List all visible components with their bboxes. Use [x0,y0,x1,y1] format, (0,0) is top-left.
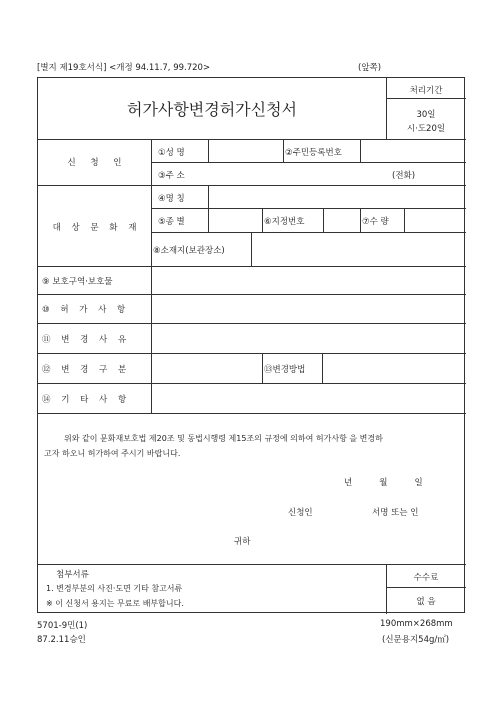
heritage-type-label: ⑤종 별 [158,217,185,227]
recipient-label: 귀하 [234,537,251,547]
applicant-signature-label: 신청인 [288,508,313,518]
signature-or-seal: 서명 또는 인 [372,508,419,518]
processing-period-days: 30일 [416,110,436,120]
protected-area-label: ⑨ 보호구역·보호물 [42,277,113,287]
change-reason-field[interactable] [152,324,465,352]
resident-number-field[interactable] [361,140,465,161]
paper-size: 190mm×268mm [380,619,453,629]
fee-label: 수수료 [413,573,439,583]
permit-item-label: ⑩ 허 가 사 항 [42,305,126,315]
name-field[interactable] [209,140,282,161]
other-items-field[interactable] [152,384,465,412]
processing-period-label: 처리기간 [409,86,443,96]
quantity-field[interactable] [405,209,465,231]
form-reference: [별지 제19호서식] <개정 94.11.7, 99.720> [37,63,211,73]
designation-number-field[interactable] [324,209,359,231]
phone-label: (전화) [392,171,416,181]
change-reason-label: ⑪ 변 경 사 유 [42,335,127,345]
location-field[interactable] [252,233,465,265]
designation-number-label: ⑥지정번호 [264,217,305,227]
fee-value: 없 음 [416,597,436,607]
attachments-title: 첨부서류 [56,570,89,580]
resident-number-label: ②주민등록번호 [285,148,342,158]
paper-type: (신문용지54g/㎡) [382,635,450,645]
address-field[interactable] [209,163,389,184]
heritage-type-field[interactable] [209,209,261,231]
attachment-item-1: 1. 변경부분의 사진·도면 기타 참고서류 [46,584,183,593]
location-label: ⑧소재지(보관장소) [153,246,225,256]
statement-line-1: 위와 같이 문화재보호법 제20조 및 동법시행령 제15조의 규정에 의하여 허가사항 을 변경하 [64,434,383,443]
change-method-label: ⑬변경방법 [264,365,306,375]
change-type-label: ⑫ 변 경 구 분 [42,365,127,375]
approval-date: 87.2.11승인 [37,635,86,645]
heritage-title-label: ④명 칭 [158,194,185,204]
heritage-section-label: 대 상 문 화 재 [52,223,137,233]
name-label: ①성 명 [158,148,185,158]
address-label: ③주 소 [158,171,185,181]
free-distribution-note: ※ 이 신청서 용지는 무료로 배부합니다. [46,599,184,608]
change-type-field[interactable] [152,354,261,382]
quantity-label: ⑦수 량 [362,217,389,227]
applicant-section-label: 신 청 인 [67,158,122,168]
protected-area-field[interactable] [152,267,465,293]
application-form [37,77,465,613]
other-items-label: ⑭ 기 타 사 항 [42,395,127,405]
permit-item-field[interactable] [152,295,465,322]
change-method-field[interactable] [323,354,465,382]
page-side-label: (앞쪽) [358,63,382,73]
statement-line-2: 고자 하오니 허가하여 주시기 바랍니다. [44,449,181,458]
form-title: 허가사항변경허가신청서 [126,100,298,119]
processing-period-province: 시·도20일 [406,124,446,134]
application-date: 년 월 일 [344,478,423,488]
form-code: 5701-9민(1) [37,621,88,631]
heritage-title-field[interactable] [209,186,465,207]
